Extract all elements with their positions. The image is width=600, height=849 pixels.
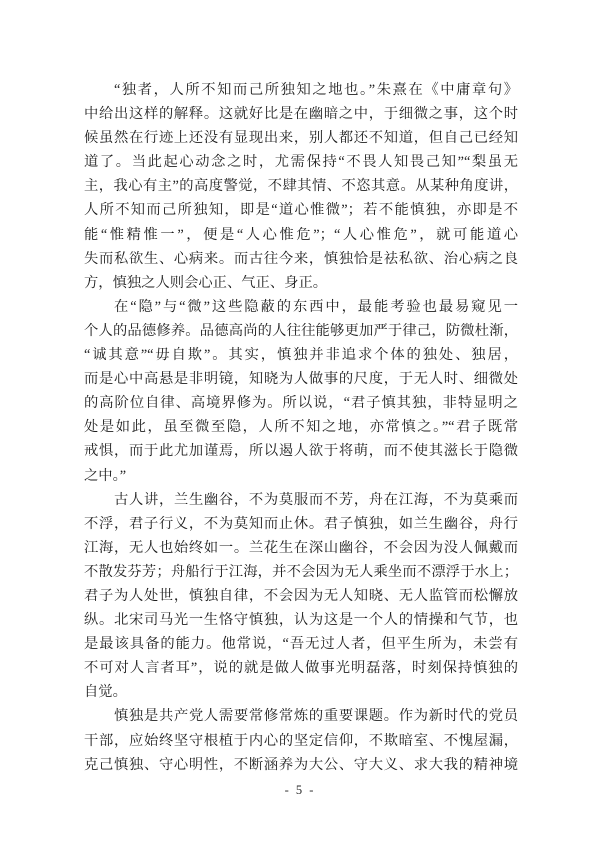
paragraph [84, 704, 518, 776]
text-line: 干部，应始终坚守根植于内心的坚定信仰，不欺暗室、不愧屋漏， [84, 732, 518, 749]
text-line: 中给出这样的解释。这就好比是在幽暗之中，于细微之事，这个时 [84, 106, 518, 123]
text-line: 能“惟精惟一”，便是“人心惟危”；“人心惟危”，就可能道心 [84, 226, 518, 243]
text-line: 在“隐”与“微”这些隐蔽的东西中，最能考验也最易窥见一 [114, 298, 518, 315]
text-line: 失而私欲生、心病来。而古往今来，慎独恰是祛私欲、治心病之良 [84, 250, 518, 267]
text-line: 人所不知而己所独知，即是“道心惟微”；若不能慎独，亦即是不 [84, 202, 518, 219]
text-line: 不散发芬芳；舟船行于江海，并不会因为无人乘坐而不漂浮于水上； [84, 563, 518, 580]
text-line: 方，慎独之人则会心正、气正、身正。 [84, 274, 328, 291]
text-line: 之中。” [84, 467, 127, 484]
text-line: “独者，人所不知而己所独知之地也。”朱熹在《中庸章句》 [114, 82, 518, 98]
text-line: 克己慎独、守心明性，不断涵养为大公、守大义、求大我的精神境 [84, 756, 518, 773]
text-line: 主，我心有主”的高度警觉，不肆其情、不恣其意。从某种角度讲， [84, 178, 518, 195]
text-line: 而是心中高悬是非明镜，知晓为人做事的尺度，于无人时、细微处 [84, 371, 518, 388]
paragraph [84, 295, 518, 488]
page-number: - 5 - [284, 783, 316, 797]
text-line: 自觉。 [84, 684, 127, 701]
text-line: 是最该具备的能力。他常说，“吾无过人者，但平生所为，未尝有 [84, 636, 518, 653]
text-line: 候虽然在行迹上还没有显现出来，别人都还不知道，但自己已经知 [84, 130, 518, 147]
text-line: 道了。当此起心动念之时，尤需保持“不畏人知畏己知”“梨虽无 [84, 154, 518, 171]
text-line: 不浮，君子行义，不为莫知而止休。君子慎独，如兰生幽谷，舟行 [84, 515, 518, 532]
text-line: 处是如此，虽至微至隐，人所不知之地，亦常慎之。”“君子既常 [84, 419, 518, 436]
text-line: 戒惧，而于此尤加谨焉，所以遏人欲于将萌，而不使其滋长于隐微 [84, 443, 518, 460]
text-line: 江海，无人也始终如一。兰花生在深山幽谷，不会因为没人佩戴而 [84, 539, 518, 556]
text-line: 个人的品德修养。品德高尚的人往往能够更加严于律己，防微杜渐， [84, 322, 518, 339]
paragraph [84, 488, 518, 705]
document-text [84, 78, 518, 777]
text-line: 古人讲，兰生幽谷，不为莫服而不芳，舟在江海，不为莫乘而 [114, 491, 518, 508]
text-line: 的高阶位自律、高境界修为。所以说，“君子慎其独，非特显明之 [84, 395, 518, 412]
text-line: 不可对人言者耳”，说的就是做人做事光明磊落，时刻保持慎独的 [84, 660, 518, 677]
paragraph [84, 78, 518, 295]
text-line: 纵。北宋司马光一生恪守慎独，认为这是一个人的情操和气节，也 [84, 612, 518, 629]
text-line: 君子为人处世，慎独自律，不会因为无人知晓、无人监管而松懈放 [84, 587, 518, 604]
text-line: 慎独是共产党人需要常修常炼的重要课题。作为新时代的党员 [114, 708, 518, 725]
text-line: “诚其意”“毋自欺”。其实，慎独并非追求个体的独处、独居， [84, 347, 518, 364]
